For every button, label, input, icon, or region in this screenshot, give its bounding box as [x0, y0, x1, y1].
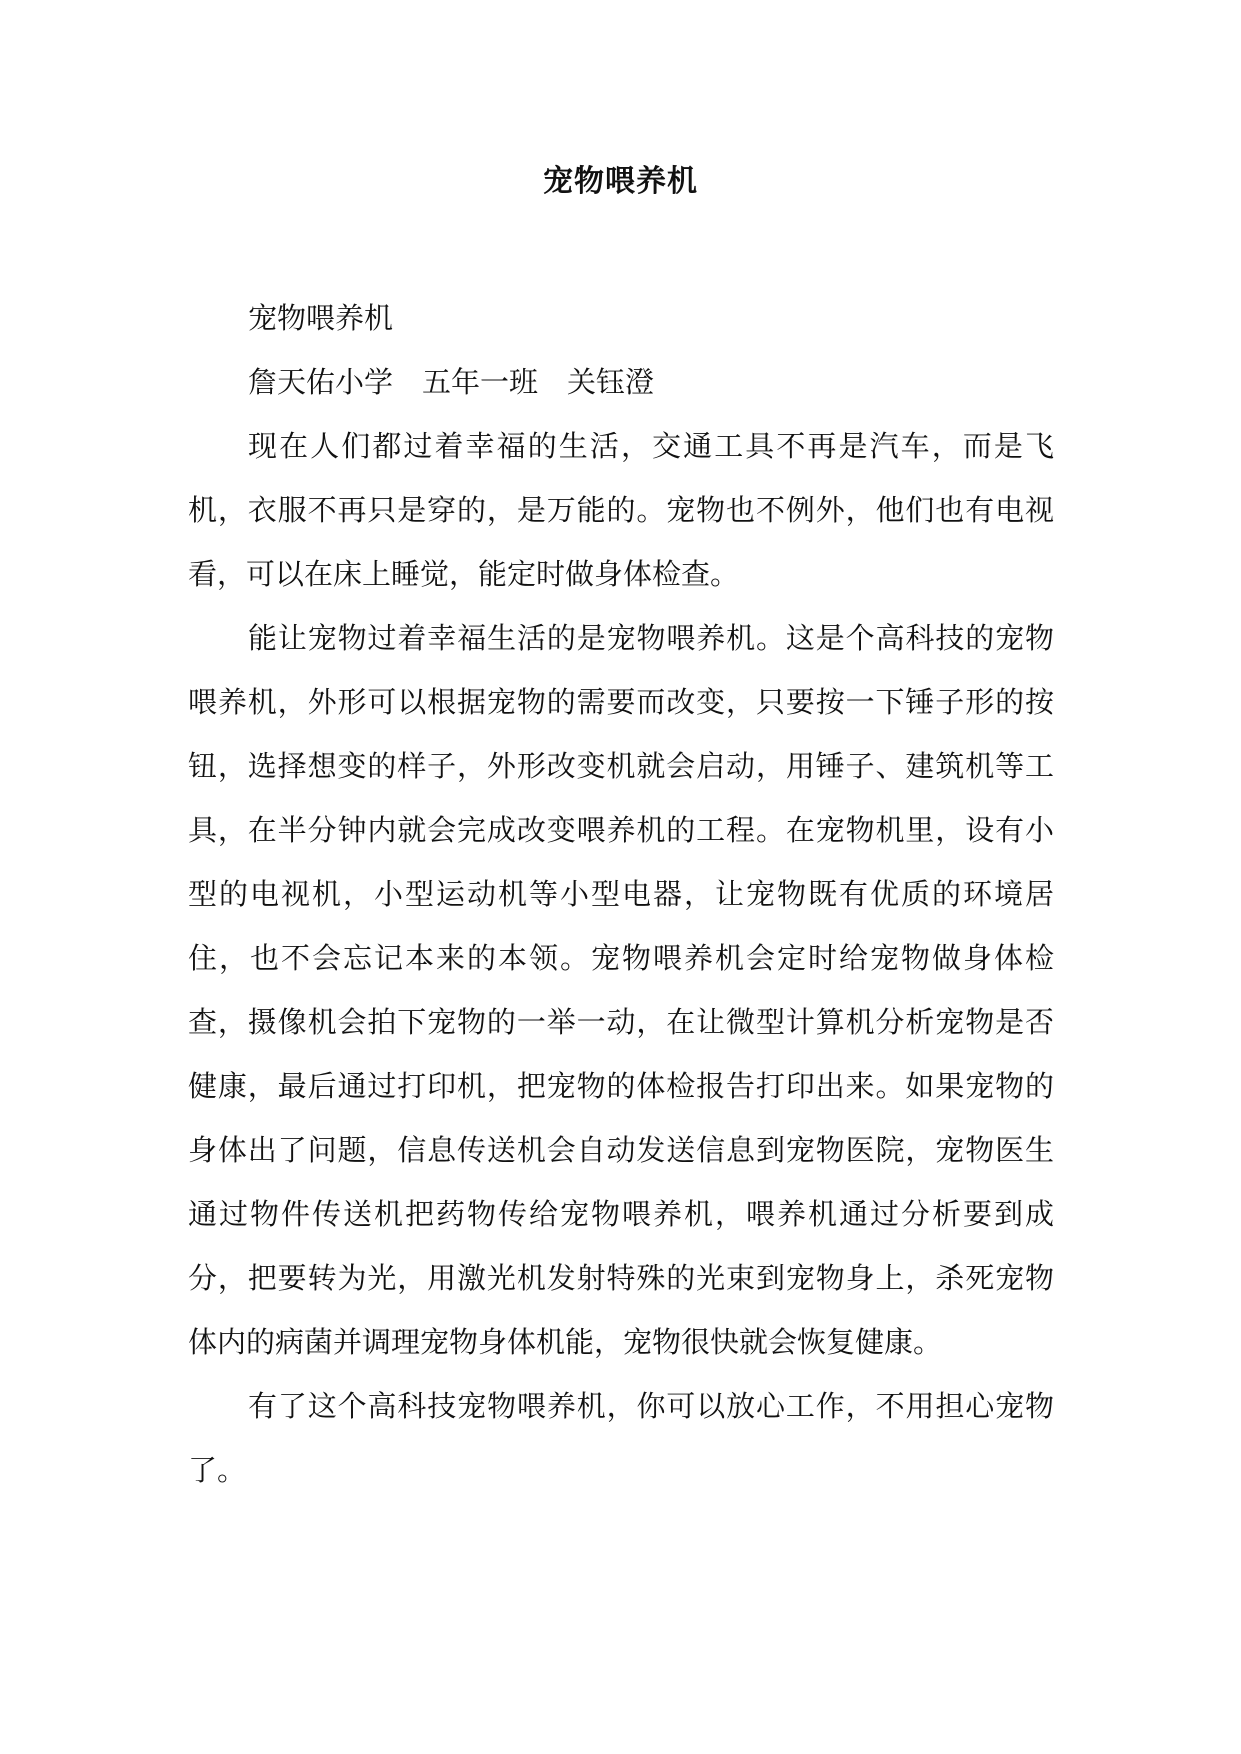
- author-byline: 詹天佑小学 五年一班 关钰澄: [248, 365, 655, 399]
- paragraph-3: 有了这个高科技宠物喂养机，你可以放心工作，不用担心宠物了。: [188, 1389, 1054, 1487]
- document-title: 宠物喂养机: [543, 164, 698, 199]
- paragraph-2: 能让宠物过着幸福生活的是宠物喂养机。这是个高科技的宠物喂养机，外形可以根据宠物的需要而改变，只要按一下锤子形的按钮，选择想变的样子，外形改变机就会启动，用锤子、建筑机等工具，在半分钟内就会完成改变喂养机的工程。在宠物机里，设有小型的电视机，小型运动机等小型电器，让宠物既有优质的环境居住，也不会忘记本来的本领。宠物喂养机会定时给宠物做身体检查，摄像机会拍下宠物的一举一动，在让微型计算机分析宠物是否健康，最后通过打印机，把宠物的体检报告打印出来。如果宠物的身体出了问题，信息传送机会自动发送信息到宠物医院，宠物医生通过物件传送机把药物传给宠物喂养机，喂养机通过分析要到成分，把要转为光，用激光机发射特殊的光束到宠物身上，杀死宠物体内的病菌并调理宠物身体机能，宠物很快就会恢复健康。: [188, 621, 1054, 1359]
- subtitle-line: 宠物喂养机: [248, 301, 394, 335]
- document-body: [188, 286, 1054, 1502]
- paragraph-1: 现在人们都过着幸福的生活，交通工具不再是汽车，而是飞机，衣服不再只是穿的，是万能的。宠物也不例外，他们也有电视看，可以在床上睡觉，能定时做身体检查。: [188, 429, 1054, 591]
